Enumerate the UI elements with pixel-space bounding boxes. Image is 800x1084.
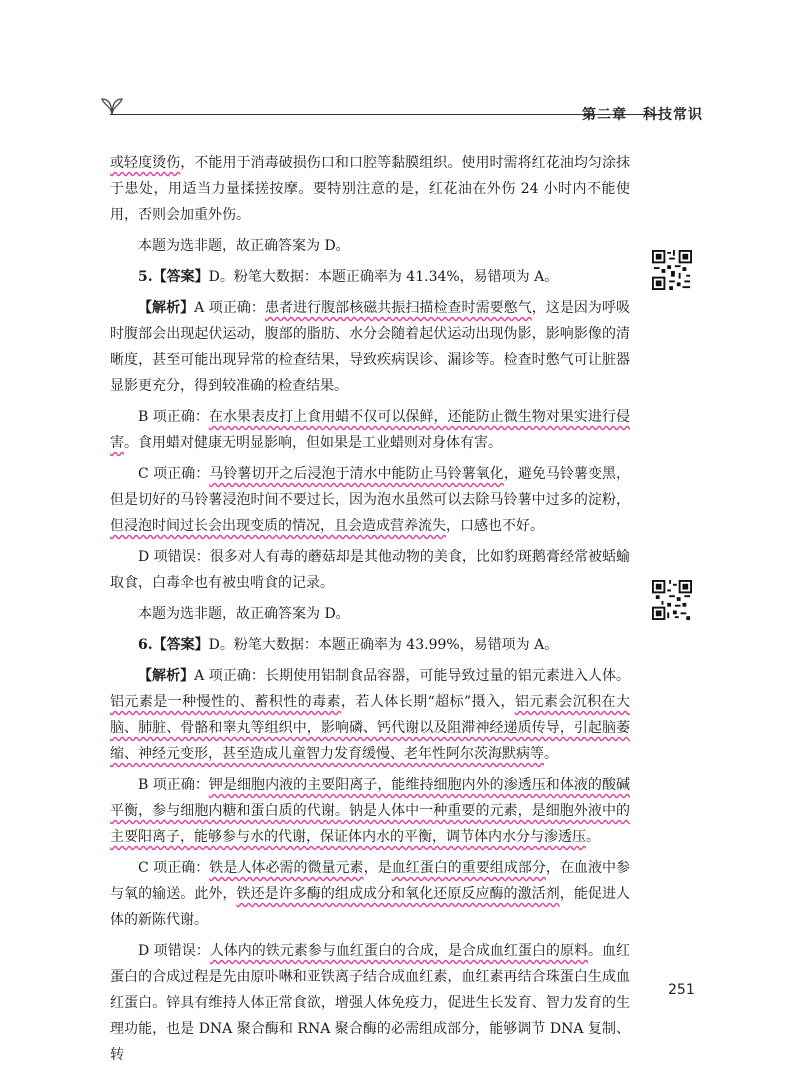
q6-analysis-d: D 项错误：人体内的铁元素参与血红蛋白的合成，是合成血红蛋白的原料。血红蛋白的合成过程是先由原卟啉和亚铁离子结合成血红素，血红素再结合珠蛋白生成血红蛋白。锌具有维持人体正常食欲，增强人体免疫力，促进生长发育、智力发育的生理功能，也是 DNA 聚合酶和 RNA 聚合酶的必需组成部分，能够调节 DNA 复制、转 <box>110 943 631 1063</box>
chapter-header <box>582 104 703 124</box>
body-text <box>110 150 630 1068</box>
q6-analysis-a: 【解析】A 项正确：长期使用铝制食品容器，可能导致过量的铝元素进入人体。铝元素是一种慢性的、蓄积性的毒素，若人体长期“超标”摄入，铝元素会沉积在大脑、肺脏、骨骼和睾丸等组织中，影响磷、钙代谢以及阻滞神经递质传导，引起脑萎缩、神经元变形，甚至造成儿童智力发育缓慢、老年性阿尔茨海默病等。 <box>110 668 631 762</box>
q5-analysis-d: D 项错误：很多对人有毒的蘑菇却是其他动物的美食，比如豹斑鹅膏经常被蛞蝓取食，白毒伞也有被虫啃食的记录。 <box>110 549 630 591</box>
page-number: 251 <box>668 982 695 998</box>
q5-answer: 5.【答案】D。粉笔大数据：本题正确率为 41.34%，易错项为 A。 <box>138 269 559 285</box>
subject-label: 科技常识 <box>643 107 703 123</box>
q6-answer: 6.【答案】D。粉笔大数据：本题正确率为 43.99%，易错项为 A。 <box>138 637 559 653</box>
q5-conclusion: 本题为选非题，故正确答案为 D。 <box>138 606 350 622</box>
header-rule <box>110 114 660 115</box>
paragraph: 或轻度烫伤，不能用于消毒破损伤口和口腔等黏膜组织。使用时需将红花油均匀涂抹于患处，用适当力量揉搓按摩。要特别注意的是，红花油在外伤 24 小时内不能使用，否则会加重外伤。 <box>110 155 631 223</box>
chapter-label: 第二章 <box>582 107 627 123</box>
q5-analysis-b: B 项正确：在水果表皮打上食用蜡不仅可以保鲜，还能防止微生物对果实进行侵害。食用蜡对健康无明显影响，但如果是工业蜡则对身体有害。 <box>110 409 630 451</box>
qr-code-icon[interactable] <box>652 250 692 290</box>
paragraph: 本题为选非题，故正确答案为 D。 <box>138 238 350 254</box>
q5-analysis-c: C 项正确：马铃薯切开之后浸泡于清水中能防止马铃薯氧化，避免马铃薯变黑，但是切好的马铃薯浸泡时间不要过长，因为泡水虽然可以去除马铃薯中过多的淀粉，但浸泡时间过长会出现变质的情况，且会造成营养流失，口感也不好。 <box>110 466 631 534</box>
q6-analysis-c: C 项正确：铁是人体必需的微量元素，是血红蛋白的重要组成部分，在血液中参与氧的输送。此外，铁还是许多酶的组成成分和氧化还原反应酶的激活剂，能促进人体的新陈代谢。 <box>110 860 631 928</box>
q6-analysis-b: B 项正确：钾是细胞内液的主要阳离子，能维持细胞内外的渗透压和体液的酸碱平衡，参与细胞内糖和蛋白质的代谢。钠是人体中一种重要的元素，是细胞外液中的主要阳离子，能够参与水的代谢，保证体内水的平衡，调节体内水分与渗透压。 <box>110 777 630 845</box>
qr-code-icon[interactable] <box>652 580 692 620</box>
q5-analysis-a: 【解析】A 项正确：患者进行腹部核磁共振扫描检查时需要憋气，这是因为呼吸时腹部会出现起伏运动，腹部的脂肪、水分会随着起伏运动出现伪影，影响影像的清晰度，甚至可能出现异常的检查结果，导致疾病误诊、漏诊等。检查时憋气可让脏器显影更充分，得到较准确的检查结果。 <box>110 300 631 394</box>
